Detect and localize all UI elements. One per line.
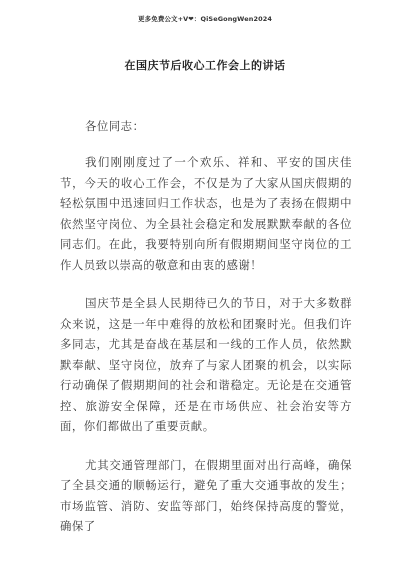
paragraph-3: 尤其交通管理部门，在假期里面对出行高峰，确保了全县交通的顺畅运行，避免了重大交通事故的发生；市场监管、消防、安监等部门，始终保持高度的警觉，确保了	[60, 457, 352, 533]
document-title: 在国庆节后收心工作会上的讲话	[124, 59, 286, 72]
paragraph-1: 我们刚刚度过了一个欢乐、祥和、平安的国庆佳节，今天的收心工作会，不仅是为了大家从国庆假期的轻松氛围中迅速回归工作状态，也是为了表扬在假期中依然坚守岗位、为全县社会稳定和发展默默奉献的各位同志们。在此，我要特别向所有假期期间坚守岗位的工作人员致以崇高的敬意和由衷的感谢！	[60, 155, 352, 272]
salutation: 各位同志：	[85, 119, 145, 133]
document-body	[60, 152, 352, 555]
paragraph-2: 国庆节是全县人民期待已久的节日，对于大多数群众来说，这是一年中难得的放松和团聚时光。但我们许多同志，尤其是奋战在基层和一线的工作人员，依然默默奉献、坚守岗位，放弃了与家人团聚的机会，以实际行动确保了假期期间的社会和谐稳定。无论是在交通管控、旅游安全保障，还是在市场供应、社会治安等方面，你们都做出了重要贡献。	[60, 296, 352, 433]
header-note: 更多免费公文+V❤：QiSeGongWen2024	[138, 15, 272, 23]
